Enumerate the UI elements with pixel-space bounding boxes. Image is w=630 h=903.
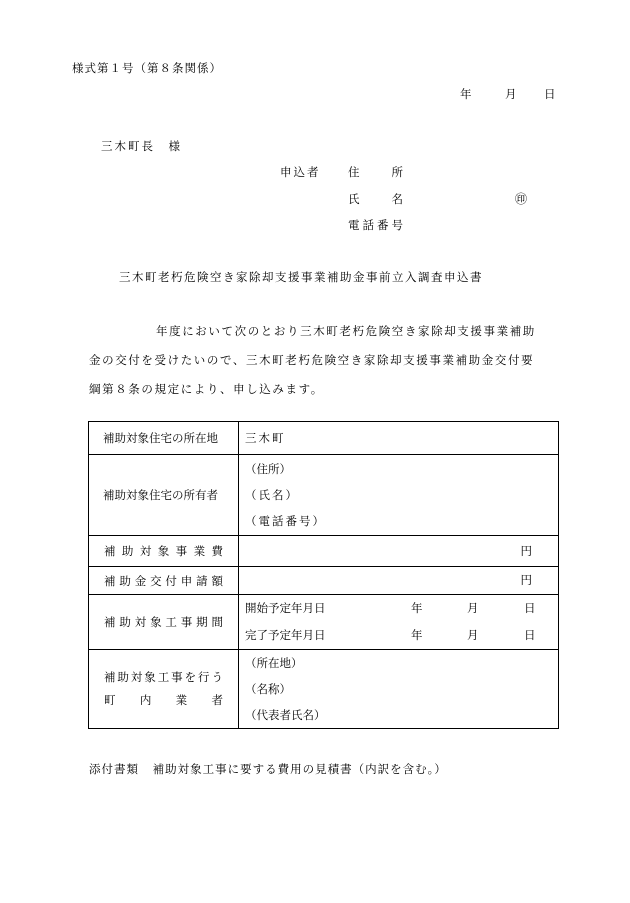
body-paragraph: [89, 317, 559, 404]
date-month-label: 月: [505, 87, 517, 101]
period-end-line: [239, 622, 558, 649]
date-day-label: 日: [544, 87, 556, 101]
contractor-rep: （代表者氏名）: [245, 708, 326, 722]
contractor-value-cell[interactable]: [239, 650, 559, 729]
cost-value-cell[interactable]: [239, 536, 559, 567]
period-start-year: 年: [411, 601, 423, 615]
owner-value-cell[interactable]: [239, 455, 559, 536]
body-line-2: 金の交付を受けたいので、三木町老朽危険空き家除却支援事業補助金交付要: [89, 353, 535, 367]
cost-label: 補助対象事業費: [104, 544, 223, 558]
body-line-1: 年度において次のとおり三木町老朽危険空き家除却支援事業補助: [156, 324, 536, 338]
attachment-text: 補助対象工事に要する費用の見積書（内訳を含む。）: [152, 762, 447, 776]
period-start-label: 開始予定年月日: [245, 601, 326, 615]
row-owner: [89, 455, 559, 536]
request-yen-unit: 円: [520, 573, 532, 587]
row-location: [89, 422, 559, 455]
location-value-cell[interactable]: [239, 422, 559, 455]
owner-label: 補助対象住宅の所有者: [103, 488, 218, 502]
applicant-address-label: 住 所: [348, 165, 403, 179]
period-end-year: 年: [411, 628, 423, 642]
attachment-label: 添付書類: [89, 762, 139, 776]
owner-name: （氏名）: [245, 488, 299, 502]
row-request: [89, 567, 559, 595]
document-title: 三木町老朽危険空き家除却支援事業補助金事前立入調査申込書: [119, 270, 483, 284]
contractor-name: （名称）: [245, 682, 291, 696]
request-label-cell: [89, 567, 239, 595]
applicant-label: 申込者: [280, 165, 321, 179]
request-label: 補助金交付申請額: [104, 573, 223, 588]
applicant-name-label: 氏 名: [348, 192, 403, 206]
period-end-label: 完了予定年月日: [245, 628, 326, 642]
date-year-label: 年: [460, 87, 472, 101]
location-label: 補助対象住宅の所在地: [103, 431, 218, 445]
period-label-cell: [89, 595, 239, 650]
period-start-day: 日: [524, 601, 536, 615]
location-value: 三木町: [245, 430, 286, 445]
application-table: [88, 421, 559, 729]
attachment-line: [89, 761, 447, 777]
period-end-month: 月: [467, 628, 479, 642]
contractor-location: （所在地）: [245, 656, 303, 670]
period-value-cell[interactable]: [239, 595, 559, 650]
location-label-cell: [89, 422, 239, 455]
cost-yen-unit: 円: [520, 543, 532, 558]
contractor-label-2: 町内業者: [104, 693, 223, 707]
period-end-day: 日: [524, 628, 536, 642]
contractor-label-cell: [89, 650, 239, 729]
owner-phone: （電話番号）: [245, 514, 326, 528]
period-label: 補助対象工事期間: [104, 615, 223, 629]
request-value-cell[interactable]: [239, 567, 559, 595]
form-number: 様式第１号（第８条関係）: [72, 61, 222, 75]
owner-label-cell: [89, 455, 239, 536]
addressee: 三木町長 様: [101, 139, 182, 153]
row-contractor: [89, 650, 559, 729]
row-cost: [89, 536, 559, 567]
body-line-3: 綱第８条の規定により、申し込みます。: [89, 382, 324, 396]
row-period: [89, 595, 559, 650]
period-start-line: [239, 595, 558, 622]
contractor-label-1: 補助対象工事を行う: [104, 670, 223, 684]
seal-mark: ㊞: [515, 192, 528, 206]
period-start-month: 月: [467, 601, 479, 615]
applicant-phone-label: 電話番号: [348, 218, 403, 232]
owner-address: （住所）: [245, 462, 291, 476]
cost-label-cell: [89, 536, 239, 567]
